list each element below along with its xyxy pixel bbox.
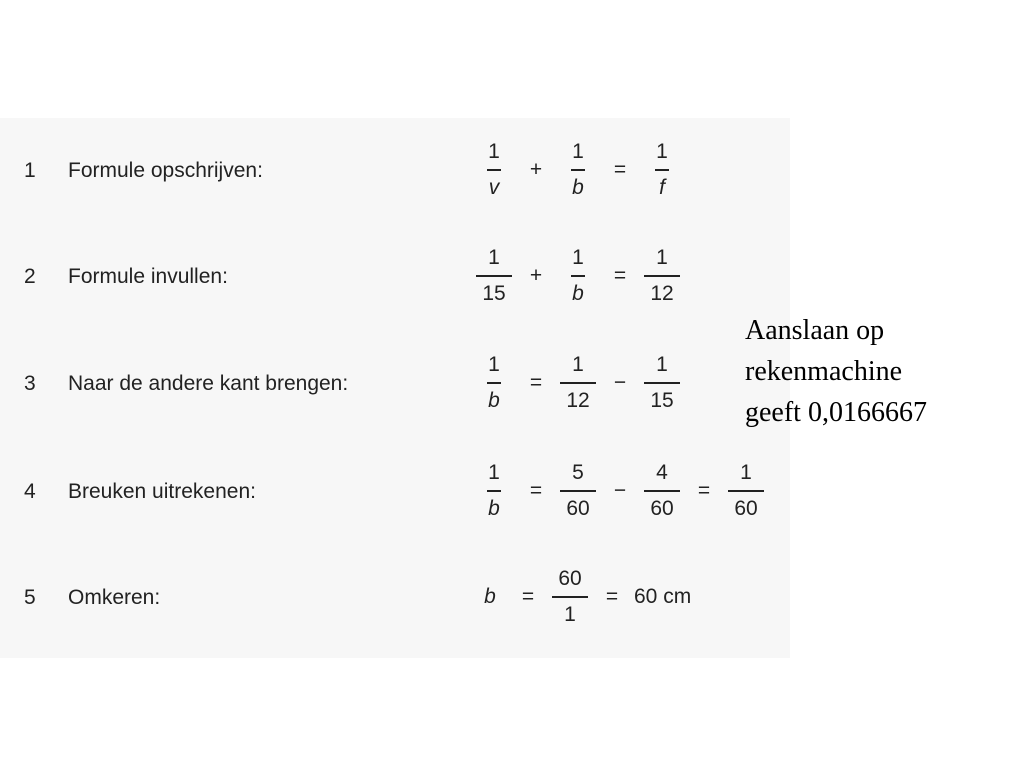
variable-b: b: [484, 585, 496, 608]
fraction-1-over-b: [558, 245, 598, 307]
denominator: b: [488, 496, 500, 520]
denominator: v: [488, 175, 500, 199]
denominator: 1: [564, 602, 576, 626]
fraction-bar: [728, 490, 764, 492]
numerator: 1: [488, 246, 500, 270]
denominator: b: [572, 175, 584, 199]
numerator: 1: [656, 353, 668, 377]
operator-equals: =: [697, 479, 711, 502]
fraction-1-over-b: [474, 352, 514, 414]
operator-equals: =: [529, 371, 543, 394]
denominator: b: [488, 388, 500, 412]
fraction-bar: [487, 490, 501, 492]
step-label: Formule opschrijven:: [68, 159, 263, 182]
equation-2: [474, 236, 682, 316]
equation-5: [474, 557, 691, 637]
numerator: 1: [572, 140, 584, 164]
step-4: [0, 443, 790, 553]
fraction-bar: [571, 275, 585, 277]
fraction-bar: [644, 490, 680, 492]
denominator: 12: [650, 281, 674, 305]
fraction-bar: [571, 169, 585, 171]
fraction-1-over-v: [474, 139, 514, 201]
step-label: Naar de andere kant brengen:: [68, 372, 349, 395]
equation-1: [474, 130, 682, 210]
step-number: 1: [24, 159, 36, 182]
denominator: 60: [650, 496, 674, 520]
note-line-3: geeft 0,0166667: [745, 397, 927, 428]
fraction-1-over-60: [726, 460, 766, 522]
numerator: 5: [572, 461, 584, 485]
note-line-2: rekenmachine: [745, 356, 903, 387]
fraction-1-over-b: [558, 139, 598, 201]
operator-minus: −: [613, 371, 627, 394]
numerator: 1: [488, 353, 500, 377]
step-number: 2: [24, 265, 36, 288]
denominator: f: [659, 175, 665, 199]
denominator: 60: [566, 496, 590, 520]
fraction-bar: [644, 382, 680, 384]
fraction-bar: [476, 275, 512, 277]
numerator: 4: [656, 461, 668, 485]
step-5: [0, 549, 790, 659]
step-label: Breuken uitrekenen:: [68, 480, 256, 503]
equation-4: [474, 451, 766, 531]
step-label: Formule invullen:: [68, 265, 228, 288]
fraction-bar: [560, 382, 596, 384]
operator-plus: +: [529, 264, 543, 287]
step-1: [0, 122, 790, 232]
step-2: [0, 228, 790, 338]
fraction-1-over-f: [642, 139, 682, 201]
fraction-bar: [655, 169, 669, 171]
numerator: 1: [572, 246, 584, 270]
numerator: 60: [558, 567, 582, 591]
fraction-5-over-60: [558, 460, 598, 522]
result-value: 60 cm: [634, 585, 692, 608]
operator-equals: =: [613, 264, 627, 287]
fraction-bar: [487, 169, 501, 171]
denominator: b: [572, 281, 584, 305]
step-number: 3: [24, 372, 36, 395]
step-3: [0, 335, 790, 445]
denominator: 15: [650, 388, 674, 412]
fraction-60-over-1: [550, 566, 590, 628]
note-line-1: Aanslaan op: [745, 315, 885, 346]
fraction-1-over-15: [474, 245, 514, 307]
fraction-1-over-b: [474, 460, 514, 522]
operator-equals: =: [605, 585, 619, 608]
operator-equals: =: [529, 479, 543, 502]
equation-3: [474, 343, 682, 423]
numerator: 1: [572, 353, 584, 377]
operator-minus: −: [613, 479, 627, 502]
step-label: Omkeren:: [68, 586, 161, 609]
operator-equals: =: [521, 585, 535, 608]
step-number: 5: [24, 586, 36, 609]
calculator-note: [745, 310, 927, 433]
fraction-1-over-12: [558, 352, 598, 414]
fraction-4-over-60: [642, 460, 682, 522]
fraction-1-over-12: [642, 245, 682, 307]
denominator: 12: [566, 388, 590, 412]
operator-plus: +: [529, 158, 543, 181]
step-number: 4: [24, 480, 36, 503]
fraction-bar: [644, 275, 680, 277]
numerator: 1: [656, 140, 668, 164]
fraction-1-over-15: [642, 352, 682, 414]
denominator: 60: [734, 496, 758, 520]
numerator: 1: [740, 461, 752, 485]
numerator: 1: [656, 246, 668, 270]
operator-equals: =: [613, 158, 627, 181]
numerator: 1: [488, 461, 500, 485]
numerator: 1: [488, 140, 500, 164]
fraction-bar: [552, 596, 588, 598]
denominator: 15: [482, 281, 506, 305]
fraction-bar: [560, 490, 596, 492]
fraction-bar: [487, 382, 501, 384]
